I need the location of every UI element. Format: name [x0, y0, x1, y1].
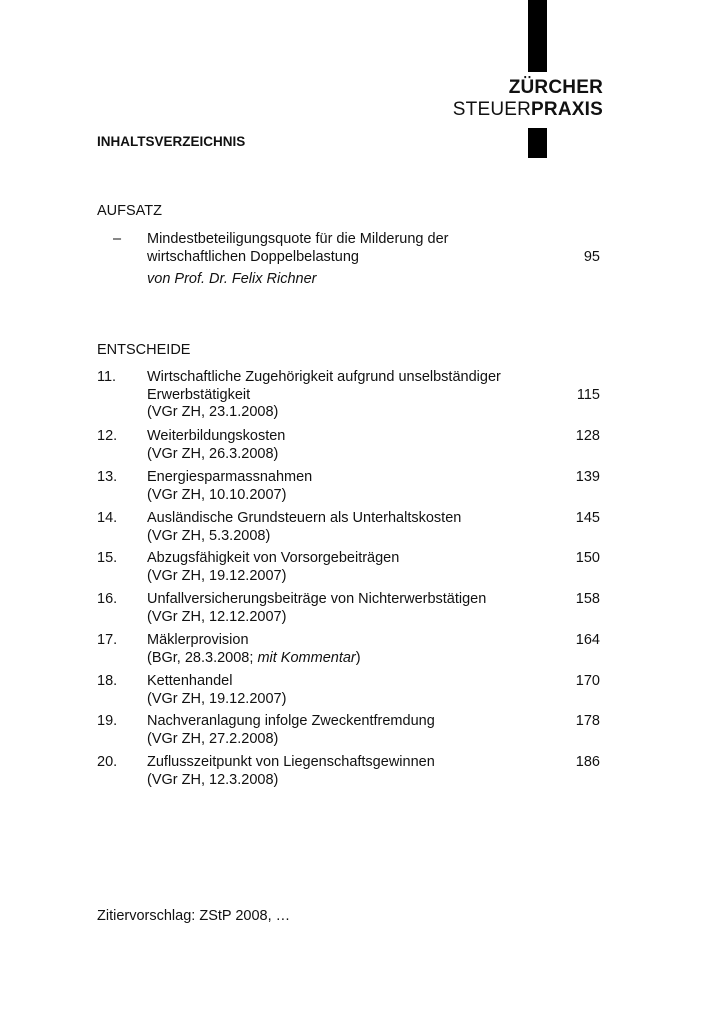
entry-number: 14.: [97, 510, 118, 526]
logo-line-2: [453, 99, 603, 121]
entry-number: 18.: [97, 673, 118, 689]
entry-page-number: 115: [576, 386, 600, 403]
entry-court: (VGr ZH, 12.3.2008): [147, 771, 279, 788]
entry-page-number: 158: [575, 591, 600, 607]
entry-title-line-2: Erwerbstätigkeit: [147, 386, 251, 403]
entry-court: (VGr ZH, 19.12.2007): [147, 567, 287, 584]
entry-title-line-1: Mindestbeteiligungsquote für die Milderung der: [147, 231, 449, 247]
page-title: INHALTSVERZEICHNIS: [97, 134, 246, 149]
entry-court: (VGr ZH, 27.2.2008): [147, 730, 279, 747]
entry-page-number: 186: [575, 754, 600, 770]
logo-bar-top: [528, 0, 547, 72]
toc-entry-20[interactable]: [97, 754, 600, 789]
toc-entry-13[interactable]: [97, 469, 600, 504]
entry-page-number: 170: [575, 673, 600, 689]
entry-number: 13.: [97, 469, 118, 485]
logo-line-1: ZÜRCHER: [508, 77, 603, 98]
toc-entry-11[interactable]: [97, 369, 600, 422]
toc-entry-14[interactable]: [97, 510, 600, 545]
logo-line-2-regular: STEUER: [452, 99, 532, 120]
entry-title: Kettenhandel: [147, 673, 233, 689]
toc-entry-15[interactable]: [97, 550, 600, 585]
entry-court: (VGr ZH, 12.12.2007): [147, 608, 287, 625]
section-heading-entscheide: ENTSCHEIDE: [97, 342, 191, 358]
entry-number: 16.: [97, 591, 118, 607]
entry-title: Ausländische Grundsteuern als Unterhaltskosten: [147, 510, 462, 526]
toc-entry-aufsatz[interactable]: [97, 231, 600, 289]
entry-title: Abzugsfähigkeit von Vorsorgebeiträgen: [147, 550, 400, 566]
entry-title: Weiterbildungskosten: [147, 428, 286, 444]
toc-entry-19[interactable]: [97, 713, 600, 748]
entry-number: 11.: [97, 369, 117, 385]
entry-court-comment: mit Kommentar: [257, 649, 356, 666]
entry-court-text: (BGr, 28.3.2008;: [147, 649, 258, 666]
entry-court-close: ): [355, 649, 361, 666]
entry-court: (VGr ZH, 26.3.2008): [147, 445, 279, 462]
citation-suggestion: Zitiervorschlag: ZStP 2008, …: [97, 908, 291, 924]
logo-bar-bottom: [528, 128, 547, 158]
entry-number: 19.: [97, 713, 118, 729]
section-heading-aufsatz: AUFSATZ: [97, 203, 162, 219]
entry-title: Wirtschaftliche Zugehörigkeit aufgrund unselbständiger: [147, 369, 501, 385]
entry-number: 12.: [97, 428, 118, 444]
toc-entry-16[interactable]: [97, 591, 600, 626]
toc-entry-17[interactable]: [97, 632, 600, 667]
entry-title-line-2: wirtschaftlichen Doppelbelastung: [147, 248, 359, 265]
entry-page-number: 128: [575, 428, 600, 444]
toc-entry-12[interactable]: [97, 428, 600, 463]
entry-page-number: 178: [575, 713, 600, 729]
entry-page-number: 150: [575, 550, 600, 566]
entry-page-number: 145: [575, 510, 600, 526]
logo-line-2-bold: PRAXIS: [531, 99, 603, 120]
entry-court: (VGr ZH, 10.10.2007): [147, 486, 287, 503]
entry-title: Zuflusszeitpunkt von Liegenschaftsgewinnen: [147, 754, 435, 770]
entry-court: (VGr ZH, 23.1.2008): [147, 404, 279, 420]
entry-title: Mäklerprovision: [147, 632, 249, 648]
entry-page-number: 95: [583, 248, 600, 265]
entry-court: (VGr ZH, 19.12.2007): [147, 690, 287, 707]
entry-court: [147, 650, 540, 668]
entry-page-number: 139: [575, 469, 600, 485]
toc-entry-18[interactable]: [97, 673, 600, 708]
entry-number: 15.: [97, 550, 118, 566]
entry-number: 20.: [97, 754, 118, 770]
entry-author: von Prof. Dr. Felix Richner: [147, 271, 317, 287]
entry-title: Unfallversicherungsbeiträge von Nichterwerbstätigen: [147, 591, 487, 607]
entry-title: Energiesparmassnahmen: [147, 469, 313, 485]
entry-title: Nachveranlagung infolge Zweckentfremdung: [147, 713, 435, 729]
entry-court: (VGr ZH, 5.3.2008): [147, 527, 271, 544]
entry-page-number: 164: [575, 632, 600, 648]
entry-number: 17.: [97, 632, 118, 648]
bullet-dash: –: [113, 231, 122, 247]
journal-logo: [453, 77, 603, 121]
